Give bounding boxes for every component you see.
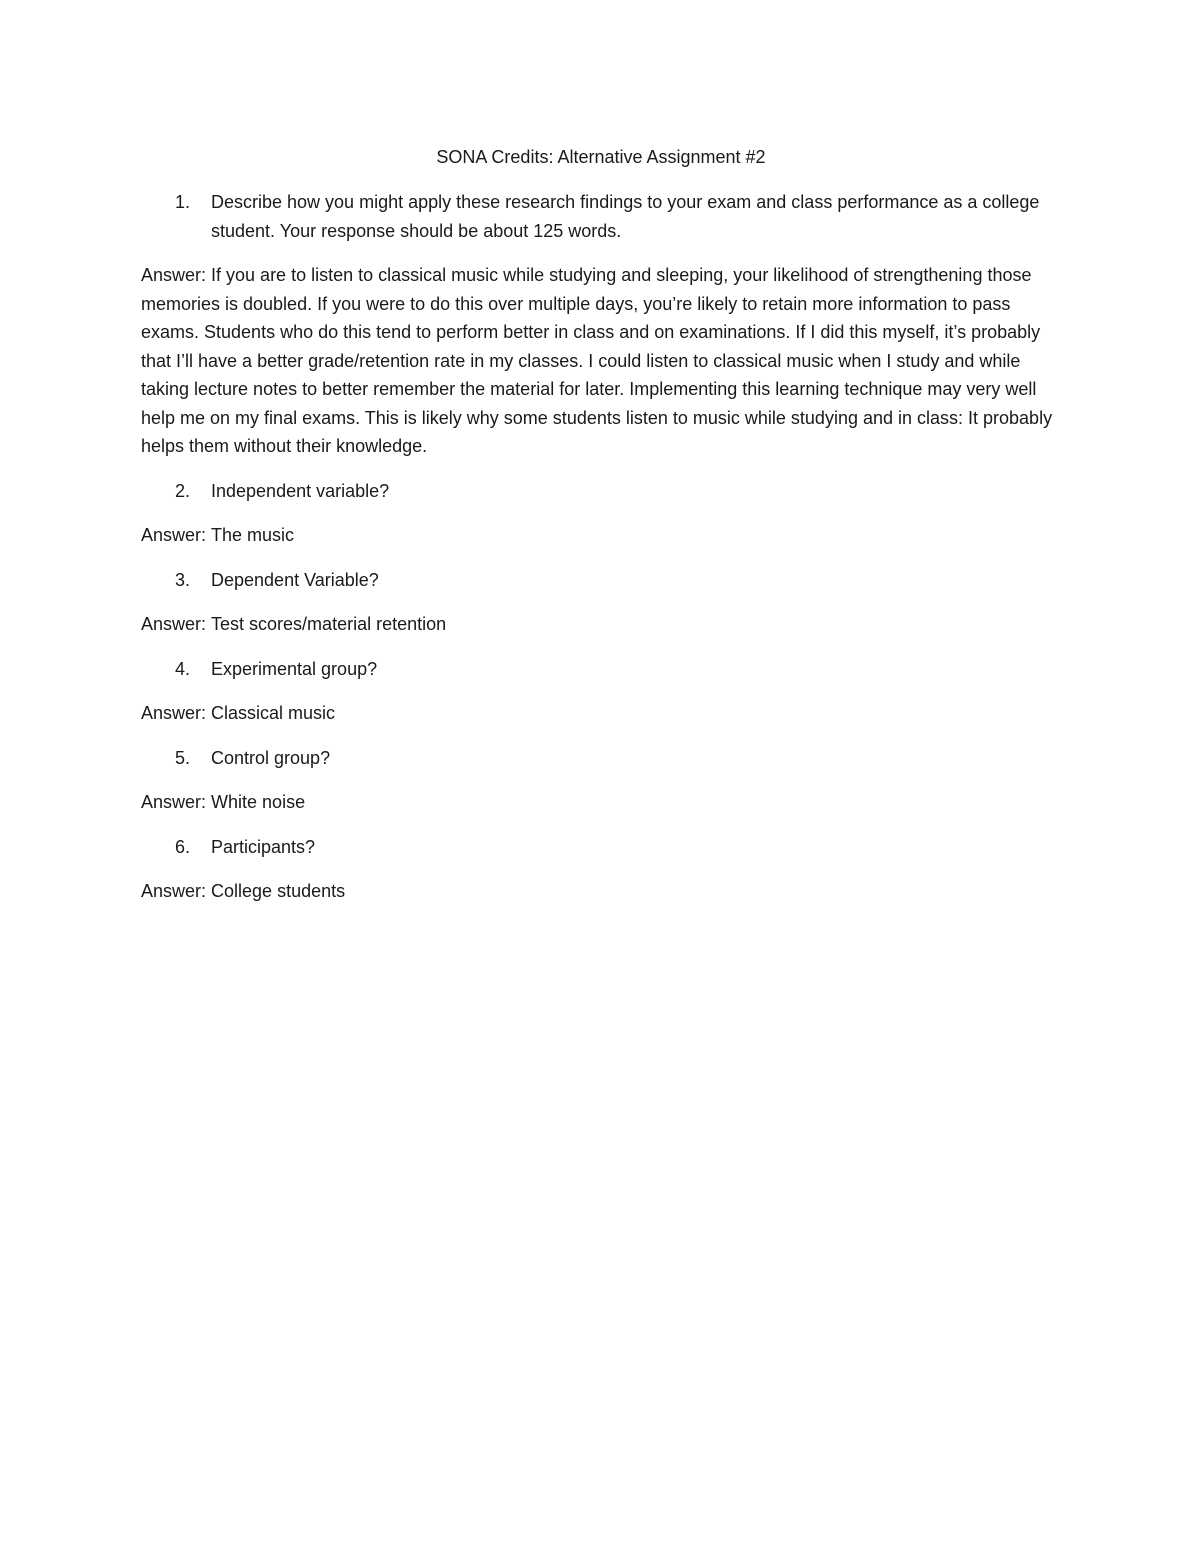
answer-label: Answer: bbox=[141, 792, 207, 812]
answer-text: If you are to listen to classical music while studying and sleeping, your likelihood of strengthening those memories is doubled. If you were to do this over multiple days, you’re likely to retain more information to pass exams. Students who do this tend to perform better in class and on examinations. If I did this myself, it’s probably that I’ll have a better grade/retention rate in my classes. I could listen to classical music when I study and while taking lecture notes to better remember the material for later. Implementing this learning technique may very well help me on my final exams. This is likely why some students listen to music while studying and in class: It probably helps them without their knowledge. bbox=[141, 265, 1053, 456]
question-text: Participants? bbox=[211, 836, 316, 857]
question-text: Independent variable? bbox=[211, 480, 390, 501]
question-text: Dependent Variable? bbox=[211, 569, 379, 590]
document-title: SONA Credits: Alternative Assignment #2 bbox=[436, 147, 766, 167]
question-3 bbox=[141, 566, 1061, 595]
answer-2 bbox=[141, 521, 1061, 550]
answer-text: Test scores/material retention bbox=[211, 614, 447, 634]
answer-label: Answer: bbox=[141, 265, 207, 285]
answer-3 bbox=[141, 610, 1061, 639]
answer-text: Classical music bbox=[211, 703, 336, 723]
question-text: Describe how you might apply these research findings to your exam and class performance as a college student. Your response should be about 125 words. bbox=[211, 192, 1040, 241]
answer-text: College students bbox=[211, 881, 346, 901]
question-number: 3. bbox=[175, 569, 191, 590]
document-body bbox=[141, 143, 1061, 922]
question-number: 2. bbox=[175, 480, 191, 501]
answer-label: Answer: bbox=[141, 525, 207, 545]
answer-1 bbox=[141, 261, 1061, 461]
question-1 bbox=[141, 188, 1061, 245]
answer-text: The music bbox=[211, 525, 295, 545]
question-5 bbox=[141, 744, 1061, 773]
question-4 bbox=[141, 655, 1061, 684]
question-number: 4. bbox=[175, 658, 191, 679]
question-text: Control group? bbox=[211, 747, 331, 768]
question-2 bbox=[141, 477, 1061, 506]
answer-label: Answer: bbox=[141, 614, 207, 634]
answer-label: Answer: bbox=[141, 703, 207, 723]
answer-4 bbox=[141, 699, 1061, 728]
question-6 bbox=[141, 833, 1061, 862]
answer-label: Answer: bbox=[141, 881, 207, 901]
answer-6 bbox=[141, 877, 1061, 906]
question-number: 6. bbox=[175, 836, 191, 857]
question-number: 5. bbox=[175, 747, 191, 768]
answer-text: White noise bbox=[211, 792, 306, 812]
question-number: 1. bbox=[175, 192, 191, 212]
question-text: Experimental group? bbox=[211, 658, 378, 679]
answer-5 bbox=[141, 788, 1061, 817]
